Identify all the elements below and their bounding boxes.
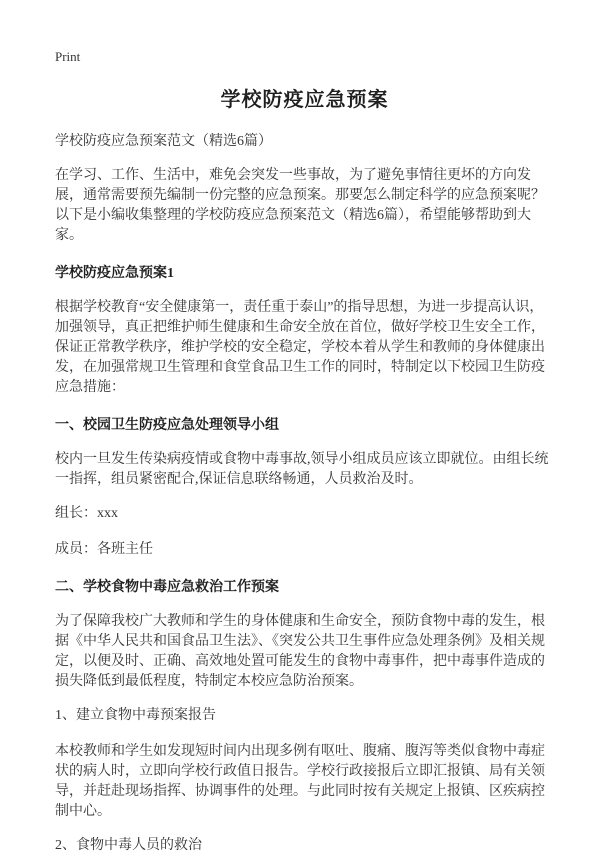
print-button[interactable]: Print — [55, 49, 81, 64]
part2-heading: 二、学校食物中毒应急救治工作预案 — [55, 580, 279, 595]
part1-paragraph: 校内一旦发生传染病疫情或食物中毒事故,领导小组成员应该立即就位。由组长统一指挥，组员紧密配合,保证信息联络畅通，人员救治及时。 — [55, 452, 549, 487]
members-line: 成员：各班主任 — [55, 542, 153, 557]
intro-paragraph: 在学习、工作、生活中，难免会突发一些事故，为了避免事情往更坏的方向发展，通常需要预先编制一份完整的应急预案。那要怎么制定科学的应急预案呢？以下是小编收集整理的学校防疫应急预案范文（精选6篇），希望能够帮助到大家。 — [55, 168, 545, 243]
item1-paragraph: 本校教师和学生如发现短时间内出现多例有呕吐、腹痛、腹泻等类似食物中毒症状的病人时，立即向学校行政值日报告。学校行政接报后立即汇报镇、局有关领导，并赶赴现场指挥、协调事件的处理。与此同时按有关规定上报镇、区疾病控制中心。 — [55, 744, 545, 819]
section1-paragraph: 根据学校教育“安全健康第一，责任重于泰山”的指导思想，为进一步提高认识，加强领导，真正把维护师生健康和生命安全放在首位，做好学校卫生安全工作，保证正常教学秩序，维护学校的安全稳定，学校本着从学生和教师的身体健康出发，在加强常规卫生管理和食堂食品卫生工作的同时，特制定以下校园卫生防疫应急措施： — [55, 300, 545, 395]
item1-heading: 1、建立食物中毒预案报告 — [55, 708, 216, 723]
item2-heading: 2、食物中毒人员的救治 — [55, 838, 202, 853]
leader-line: 组长：xxx — [55, 506, 118, 521]
document-subtitle: 学校防疫应急预案范文（精选6篇） — [55, 134, 272, 149]
document-title: 学校防疫应急预案 — [220, 89, 389, 111]
part2-paragraph: 为了保障我校广大教师和学生的身体健康和生命安全，预防食物中毒的发生，根据《中华人民共和国食品卫生法》、《突发公共卫生事件应急处理条例》及相关规定，以便及时、正确、高效地处置可能发生的食物中毒事件，把中毒事件造成的损失降低到最低程度，特制定本校应急防治预案。 — [55, 614, 545, 689]
part1-heading: 一、校园卫生防疫应急处理领导小组 — [55, 418, 279, 433]
section1-heading: 学校防疫应急预案1 — [55, 266, 174, 281]
